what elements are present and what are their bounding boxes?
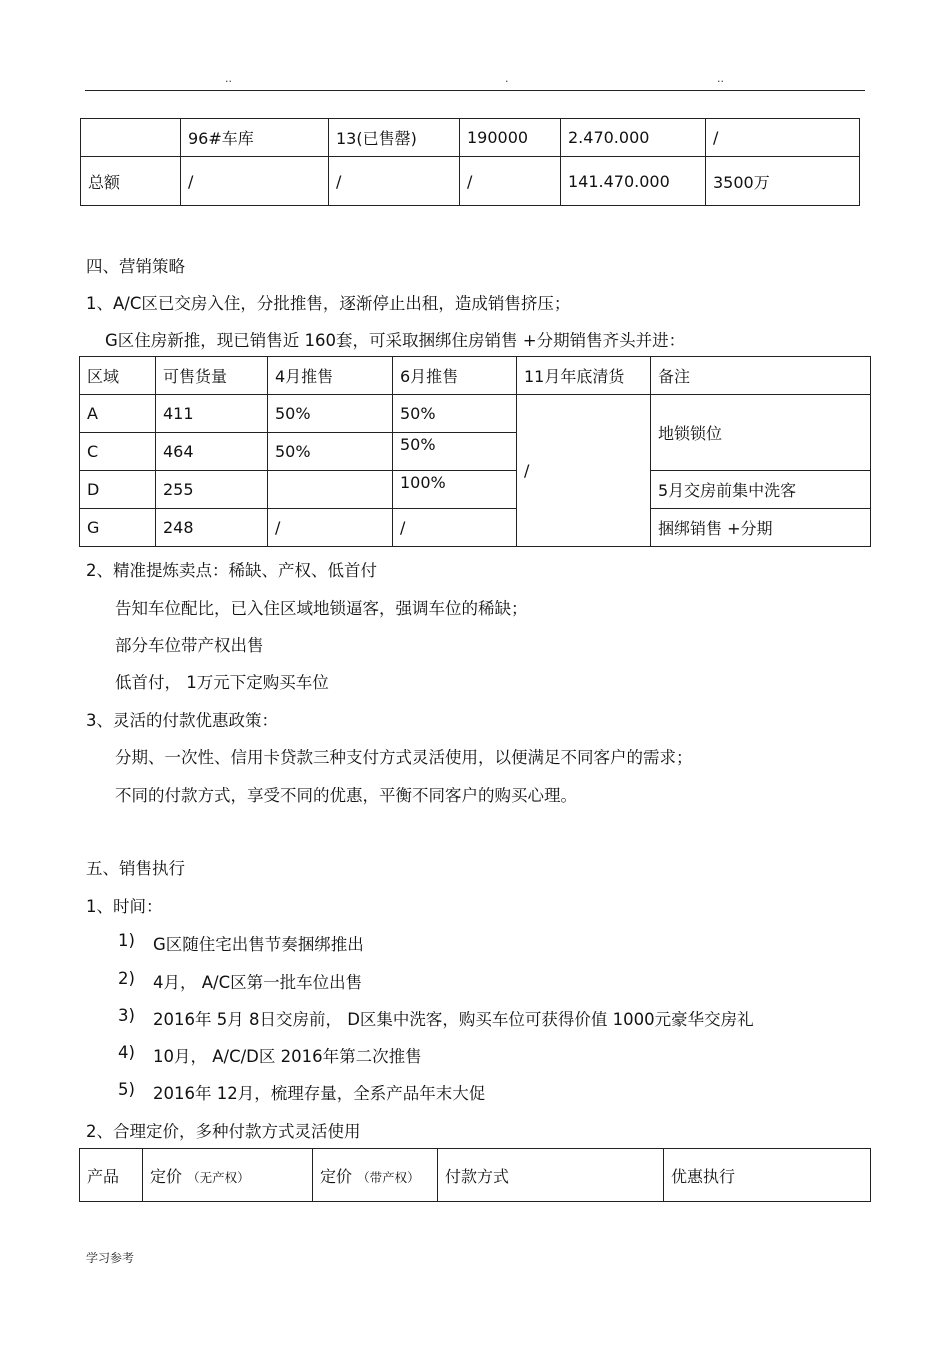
table-cell: 190000 <box>460 119 561 157</box>
column-header: 4月推售 <box>268 357 393 395</box>
table-cell: 50% <box>268 395 393 433</box>
pricing-table <box>79 1148 871 1202</box>
point-item: 告知车位配比，已入住区域地锁逼客，强调车位的稀缺； <box>115 599 528 618</box>
table-cell: 50% <box>393 395 517 433</box>
table-cell: / <box>181 157 329 206</box>
table-cell <box>81 119 181 157</box>
timeline-number: 5) <box>118 1080 135 1099</box>
timeline-number: 3) <box>118 1006 135 1025</box>
paragraph: G区住房新推，现已销售近 160套，可采取捆绑住房销售 +分期销售齐头并进： <box>105 331 686 350</box>
header-dot-right: .. <box>717 72 724 85</box>
column-header-label: 定价 <box>320 1166 353 1186</box>
table-row <box>80 509 871 547</box>
column-header-label: 定价 <box>150 1166 183 1186</box>
point-title: 2、精准提炼卖点：稀缺、产权、低首付 <box>86 561 377 580</box>
summary-table <box>80 118 860 206</box>
table-cell-merged: / <box>517 395 651 547</box>
table-cell: 255 <box>156 471 268 509</box>
column-header <box>80 1149 143 1202</box>
column-header-sub: （无产权） <box>187 1169 250 1185</box>
table-cell: C <box>80 433 156 471</box>
table-cell: G <box>80 509 156 547</box>
column-header <box>143 1149 313 1202</box>
point-item: 不同的付款方式，享受不同的优惠，平衡不同客户的购买心理。 <box>115 786 577 805</box>
column-header: 11月年底清货 <box>517 357 651 395</box>
table-cell: 411 <box>156 395 268 433</box>
table-row <box>81 157 860 206</box>
timeline-text: G区随住宅出售节奏捆绑推出 <box>153 935 364 954</box>
table-cell: 3500万 <box>706 157 860 206</box>
timeline-text: 4月， A/C区第一批车位出售 <box>153 973 363 992</box>
table-row <box>80 395 871 433</box>
table-cell: 2.470.000 <box>561 119 706 157</box>
section-title-execution: 五、销售执行 <box>86 859 185 878</box>
column-header-sub: （带产权） <box>357 1169 420 1185</box>
timeline-text: 2016年 12月，梳理存量，全系产品年末大促 <box>153 1084 486 1103</box>
sales-plan-table <box>79 356 871 547</box>
table-cell-note: 地锁锁位 <box>651 395 871 471</box>
point-item: 低首付， 1万元下定购买车位 <box>115 673 329 692</box>
table-cell-note: 5月交房前集中洗客 <box>651 471 871 509</box>
column-header: 可售货量 <box>156 357 268 395</box>
column-header <box>664 1149 871 1202</box>
timeline-text: 10月， A/C/D区 2016年第二次推售 <box>153 1047 422 1066</box>
table-cell: 13(已售罄) <box>329 119 460 157</box>
table-cell: 464 <box>156 433 268 471</box>
timeline-text: 2016年 5月 8日交房前， D区集中洗客，购买车位可获得价值 1000元豪华交房礼 <box>153 1010 754 1029</box>
table-cell: 100% <box>393 471 517 509</box>
table-cell: 96#车库 <box>181 119 329 157</box>
table-header-row <box>80 1149 871 1202</box>
table-row <box>80 471 871 509</box>
column-header <box>438 1149 664 1202</box>
column-header-label: 产品 <box>87 1166 120 1186</box>
table-cell: D <box>80 471 156 509</box>
table-cell: A <box>80 395 156 433</box>
subsection-title: 1、时间： <box>86 897 163 916</box>
header-dot-left: .. <box>225 72 232 85</box>
table-cell: / <box>268 509 393 547</box>
header-dot-center: . <box>505 72 509 85</box>
column-header: 备注 <box>651 357 871 395</box>
section-title-marketing: 四、营销策略 <box>86 257 185 276</box>
timeline-number: 4) <box>118 1043 135 1062</box>
table-cell: 248 <box>156 509 268 547</box>
point-item: 部分车位带产权出售 <box>115 636 264 655</box>
table-cell: / <box>706 119 860 157</box>
subsection-title: 2、合理定价，多种付款方式灵活使用 <box>86 1122 361 1141</box>
table-cell: / <box>393 509 517 547</box>
timeline-number: 1) <box>118 931 135 950</box>
column-header-label: 优惠执行 <box>671 1166 736 1186</box>
timeline-number: 2) <box>118 969 135 988</box>
column-header <box>313 1149 438 1202</box>
column-header: 区域 <box>80 357 156 395</box>
table-cell: / <box>460 157 561 206</box>
table-cell-note: 捆绑销售 +分期 <box>651 509 871 547</box>
paragraph: 1、A/C区已交房入住，分批推售，逐渐停止出租，造成销售挤压； <box>86 294 571 313</box>
table-cell <box>268 471 393 509</box>
table-cell: 50% <box>268 433 393 471</box>
column-header: 6月推售 <box>393 357 517 395</box>
header-rule <box>85 90 865 91</box>
column-header-label: 付款方式 <box>445 1166 510 1186</box>
footer-text: 学习参考 <box>86 1251 135 1265</box>
point-title: 3、灵活的付款优惠政策： <box>86 711 278 730</box>
point-item: 分期、一次性、信用卡贷款三种支付方式灵活使用，以便满足不同客户的需求； <box>115 748 693 767</box>
table-header-row <box>80 357 871 395</box>
table-row <box>81 119 860 157</box>
table-cell: 总额 <box>81 157 181 206</box>
table-cell: 141.470.000 <box>561 157 706 206</box>
table-cell: / <box>329 157 460 206</box>
table-cell: 50% <box>393 433 517 471</box>
